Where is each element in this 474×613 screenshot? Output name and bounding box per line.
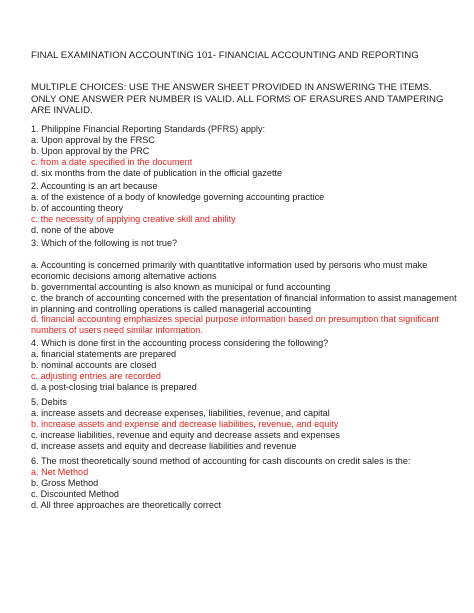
option-a: a. Accounting is concerned primarily with quantitative information used by persons who must make economic decisions among alternative actions — [31, 259, 428, 281]
option-a: a. financial statements are prepared — [31, 348, 177, 359]
option-a: a. Upon approval by the FRSC — [31, 134, 155, 145]
option-d: d. increase assets and equity and decrease liabilities and revenue — [31, 440, 297, 451]
option-a: a. increase assets and decrease expenses, liabilities, revenue, and capital — [31, 407, 330, 418]
question-6 — [31, 456, 461, 511]
option-a: a. of the existence of a body of knowledge governing accounting practice — [31, 191, 325, 202]
question-2 — [31, 181, 461, 236]
option-d: d. six months from the date of publication in the official gazette — [31, 167, 283, 178]
question-stem: 5. Debits — [31, 397, 67, 407]
question-stem: 6. The most theoretically sound method of accounting for cash discounts on credit sales is the: — [31, 456, 411, 466]
option-b-answer: b. increase assets and expense and decrease liabilities, revenue, and equity — [31, 418, 339, 429]
option-c: c. Discounted Method — [31, 488, 119, 499]
option-d: d. a post-closing trial balance is prepared — [31, 381, 197, 392]
option-c-answer: c. the necessity of applying creative skill and ability — [31, 213, 236, 224]
option-b: b. nominal accounts are closed — [31, 359, 157, 370]
option-c-answer: c. adjusting entries are recorded — [31, 370, 161, 381]
option-c-answer: c. from a date specified in the document — [31, 156, 193, 167]
option-b: b. of accounting theory — [31, 202, 124, 213]
option-a-answer: a. Net Method — [31, 466, 89, 477]
spacer — [31, 249, 461, 260]
question-1 — [31, 124, 461, 179]
question-stem: 2. Accounting is an art because — [31, 181, 158, 191]
option-c: c. the branch of accounting concerned with the presentation of financial information to assist management in planning and controlling operations is called managerial accounting — [31, 292, 457, 314]
exam-title: FINAL EXAMINATION ACCOUNTING 101- FINANCIAL ACCOUNTING AND REPORTING — [31, 50, 419, 61]
option-b: b. governmental accounting is also known as municipal or fund accounting — [31, 281, 331, 292]
option-b: b. Gross Method — [31, 477, 99, 488]
question-stem: 4. Which is done first in the accounting process considering the following? — [31, 338, 329, 348]
option-d: d. All three approaches are theoretically correct — [31, 499, 222, 510]
exam-instructions: MULTIPLE CHOICES: USE THE ANSWER SHEET PROVIDED IN ANSWERING THE ITEMS. ONLY ONE ANSWER PER NUMBER IS VALID. ALL FORMS OF ERASURES AND TAMPERING ARE INVALID. — [31, 82, 444, 117]
option-d: d. none of the above — [31, 224, 114, 235]
question-stem: 1. Philippine Financial Reporting Standards (PFRS) apply: — [31, 124, 266, 134]
option-c: c. increase liabilities, revenue and equity and decrease assets and expenses — [31, 429, 340, 440]
question-stem: 3. Which of the following is not true? — [31, 238, 178, 248]
question-4 — [31, 338, 461, 393]
question-3 — [31, 238, 461, 336]
option-b: b. Upon approval by the PRC — [31, 145, 150, 156]
option-d-answer: d. financial accounting emphasizes special purpose information based on presumption that significant numbers of users need similar information. — [31, 314, 439, 336]
question-5 — [31, 397, 461, 452]
